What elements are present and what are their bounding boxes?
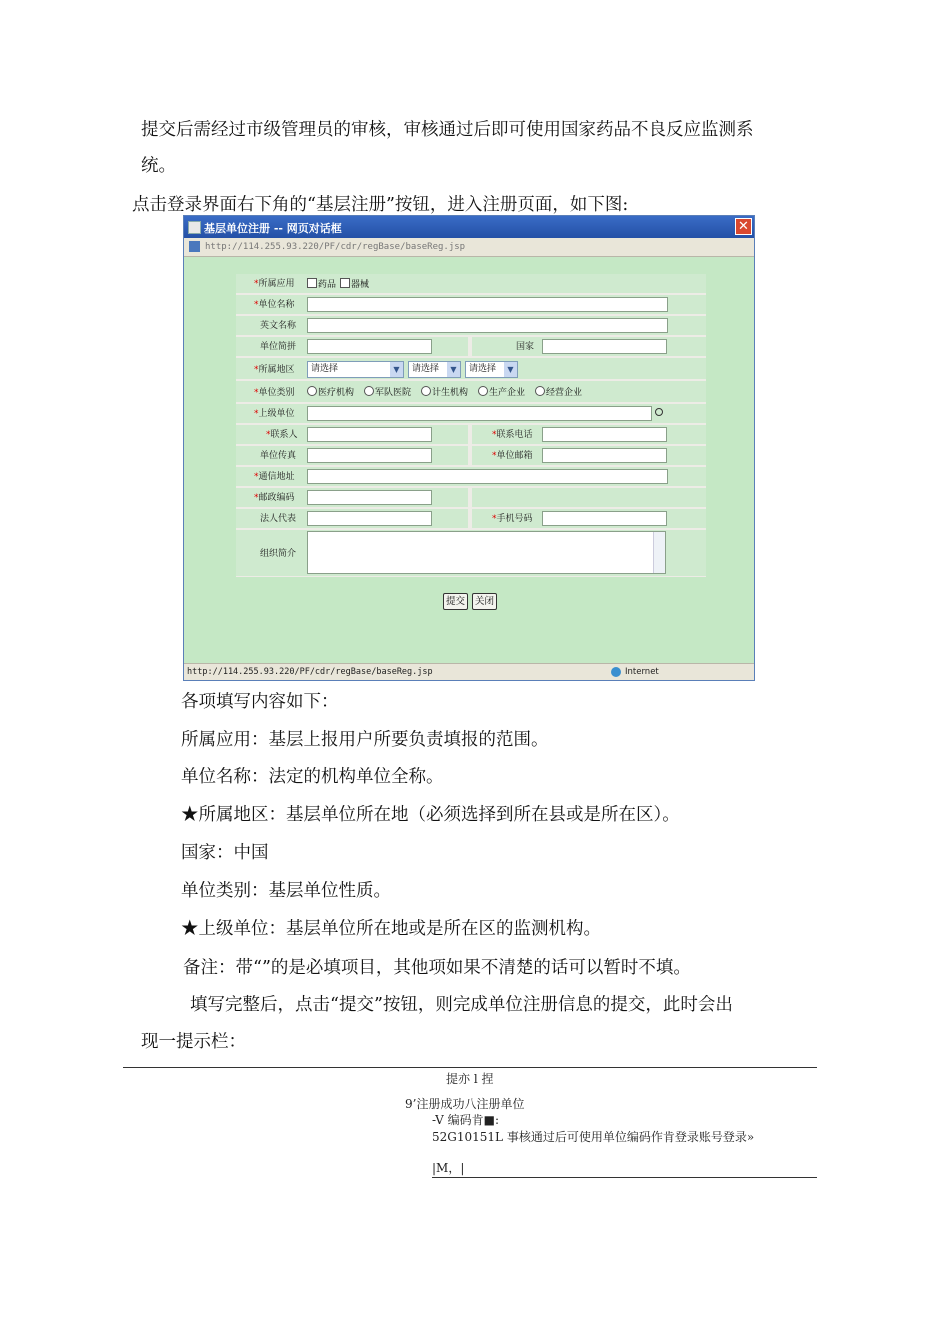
- country-input[interactable]: [542, 339, 667, 354]
- paragraph-fill-intro: 各项填写内容如下：: [181, 692, 339, 712]
- register-form: [236, 274, 706, 577]
- prompt-top-line: [123, 1067, 817, 1068]
- form-row-parent: [236, 404, 706, 423]
- label-phone: *联系电话: [492, 430, 533, 440]
- form-row-postcode: [236, 488, 468, 507]
- mobile-input[interactable]: [542, 511, 667, 526]
- page-icon: [189, 241, 200, 252]
- radio-distributor[interactable]: 经营企业: [535, 385, 582, 398]
- paragraph-app: 所属应用：基层上报用户所要负责填报的范围。: [181, 730, 549, 750]
- label-contact: *联系人: [266, 430, 298, 440]
- form-row-contact: [236, 425, 706, 444]
- form-row-legal: [236, 509, 706, 528]
- label-abbr: 单位简拼: [260, 342, 297, 352]
- paragraph-review-note: 提交后需经过市级管理员的审核，审核通过后即可使用国家药品不良反应监测系: [141, 120, 754, 140]
- form-row-category: [236, 381, 706, 402]
- label-postcode: *邮政编码: [254, 493, 295, 503]
- form-row-fax: [236, 446, 706, 465]
- paragraph-country: 国家：中国: [181, 843, 269, 863]
- label-address: *通信地址: [254, 472, 295, 482]
- form-row-abbr: [236, 337, 706, 356]
- postcode-input[interactable]: [307, 490, 432, 505]
- dialog-title: 基层单位注册 -- 网页对话框: [204, 222, 342, 235]
- radio-military[interactable]: 军队医院: [364, 385, 411, 398]
- paragraph-region: ★所属地区：基层单位所在地（必须选择到所在县或是所在区）。: [181, 805, 680, 825]
- intro-textarea[interactable]: [307, 531, 666, 574]
- label-fax: 单位传真: [260, 451, 297, 461]
- legal-rep-input[interactable]: [307, 511, 432, 526]
- label-en-name: 英文名称: [260, 321, 297, 331]
- prompt-line-2: -V 编码肯■:: [432, 1113, 500, 1127]
- form-row-app: [236, 274, 706, 293]
- label-email: *单位邮箱: [492, 451, 533, 461]
- scrollbar[interactable]: [653, 532, 665, 573]
- security-zone: Internet: [625, 667, 659, 677]
- radio-manufacturer[interactable]: 生产企业: [478, 385, 525, 398]
- english-name-input[interactable]: [307, 318, 668, 333]
- radio-medical[interactable]: 医疗机构: [307, 385, 354, 398]
- radio-family-planning[interactable]: 计生机构: [421, 385, 468, 398]
- form-row-intro: [236, 530, 706, 576]
- dialog-titlebar: [184, 216, 754, 238]
- paragraph-category: 单位类别：基层单位性质。: [181, 881, 391, 901]
- close-button[interactable]: 关闭: [472, 593, 497, 610]
- status-bar: [184, 663, 754, 680]
- contact-input[interactable]: [307, 427, 432, 442]
- abbr-input[interactable]: [307, 339, 432, 354]
- address-url: http://114.255.93.220/PF/cdr/regBase/baseReg.jsp: [205, 242, 466, 252]
- form-row-en-name: [236, 316, 706, 335]
- label-region: *所属地区: [254, 365, 295, 375]
- unit-name-input[interactable]: [307, 297, 668, 312]
- prompt-title: 提亦 l 捏: [446, 1072, 494, 1086]
- prompt-bottom-line: [432, 1177, 817, 1178]
- fax-input[interactable]: [307, 448, 432, 463]
- county-select[interactable]: 请选择 ▼: [465, 361, 518, 378]
- paragraph-parent: ★上级单位：基层单位所在地或是所在区的监测机构。: [181, 919, 601, 939]
- status-url: http://114.255.93.220/PF/cdr/regBase/baseReg.jsp: [187, 667, 433, 677]
- form-row-address: [236, 467, 706, 486]
- checkbox-drug[interactable]: 药品: [307, 277, 336, 290]
- globe-icon: [611, 667, 621, 677]
- label-name: *单位名称: [254, 300, 295, 310]
- close-icon[interactable]: ✕: [735, 218, 752, 235]
- email-input[interactable]: [542, 448, 667, 463]
- search-icon[interactable]: [655, 408, 663, 416]
- phone-input[interactable]: [542, 427, 667, 442]
- checkbox-device[interactable]: 器械: [340, 277, 369, 290]
- paragraph-prompt: 现一提示栏：: [141, 1032, 246, 1052]
- city-select[interactable]: 请选择 ▼: [408, 361, 461, 378]
- label-parent: *上级单位: [254, 409, 295, 419]
- label-intro: 组织简介: [260, 549, 297, 559]
- form-row-region: [236, 358, 706, 379]
- prompt-line-1: 9’注册成功八注册单位: [405, 1097, 525, 1111]
- paragraph-review-note-end: 统。: [141, 156, 176, 176]
- label-mobile: *手机号码: [492, 514, 533, 524]
- submit-button[interactable]: 提交: [443, 593, 468, 610]
- prompt-line-4: |M，|: [432, 1161, 465, 1175]
- paragraph-name: 单位名称：法定的机构单位全称。: [181, 767, 444, 787]
- paragraph-submit: 填写完整后，点击“提交”按钮，则完成单位注册信息的提交，此时会出: [190, 995, 733, 1015]
- form-row-name: [236, 295, 706, 314]
- province-select[interactable]: 请选择 ▼: [307, 361, 404, 378]
- register-dialog-screenshot: [183, 215, 755, 681]
- window-icon: [188, 221, 201, 234]
- parent-unit-input[interactable]: [307, 406, 652, 421]
- address-bar: [184, 238, 754, 257]
- paragraph-note: 备注：带“”的是必填项目，其他项如果不清楚的话可以暂时不填。: [183, 958, 691, 978]
- prompt-line-3: 52G10151L 事核通过后可使用单位编码作肯登录账号登录»: [432, 1130, 755, 1144]
- label-app: *所属应用: [254, 279, 295, 289]
- label-category: *单位类别: [254, 388, 295, 398]
- label-country: 国家: [516, 342, 535, 352]
- paragraph-register-intro: 点击登录界面右下角的“基层注册”按钮，进入注册页面，如下图:: [132, 195, 629, 215]
- address-input[interactable]: [307, 469, 668, 484]
- label-legal: 法人代表: [260, 514, 297, 524]
